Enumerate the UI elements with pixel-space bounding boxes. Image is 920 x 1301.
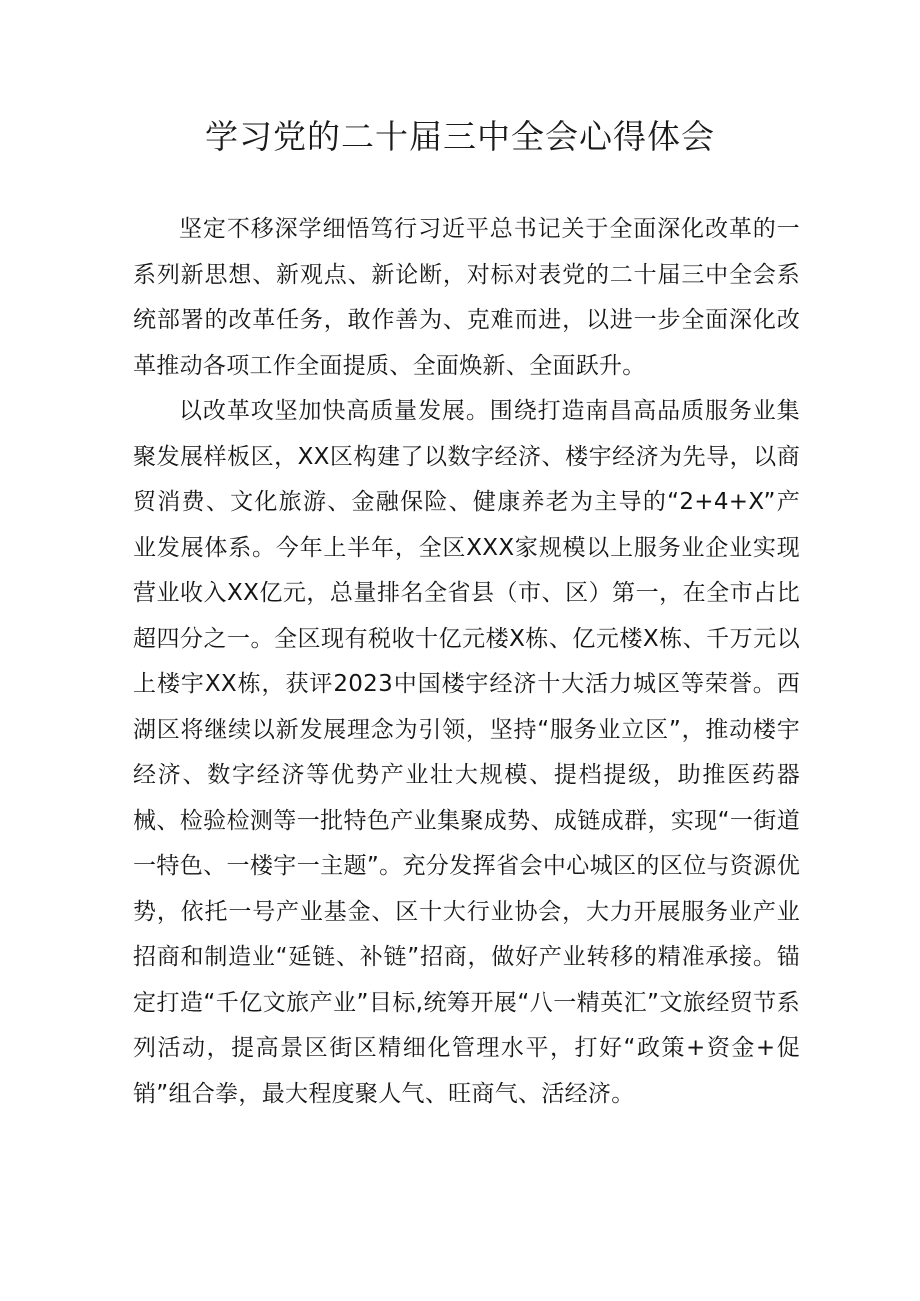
document-title: 学习党的二十届三中全会心得体会 (205, 117, 715, 156)
paragraph-intro: 坚定不移深学细悟笃行习近平总书记关于全面深化改革的一系列新思想、新观点、新论断，对标对表党的二十届三中全会系统部署的改革任务，敢作善为、克难而进，以进一步全面深化改革推动各项工作全面提质、全面焕新、全面跃升。 (133, 216, 800, 379)
document-body (133, 207, 800, 1117)
paragraph-reform-development: 以改革攻坚加快高质量发展。围绕打造南昌高品质服务业集聚发展样板区，XX区构建了以数字经济、楼宇经济为先导，以商贸消费、文化旅游、金融保险、健康养老为主导的“2+4+X”产业发展体系。今年上半年，全区XXX家规模以上服务业企业实现营业收入XX亿元，总量排名全省县（市、区）第一，在全市占比超四分之一。全区现有税收十亿元楼X栋、亿元楼X栋、千万元以上楼宇XX栋，获评2023中国楼宇经济十大活力城区等荣誉。西湖区将继续以新发展理念为引领，坚持“服务业立区”，推动楼宇经济、数字经济等优势产业壮大规模、提档提级，助推医药器械、检验检测等一批特色产业集聚成势、成链成群，实现“一街道一特色、一楼宇一主题”。充分发挥省会中心城区的区位与资源优势，依托一号产业基金、区十大行业协会，大力开展服务业产业招商和制造业“延链、补链”招商，做好产业转移的精准承接。锚定打造“千亿文旅产业”目标,统筹开展“八一精英汇”文旅经贸节系列活动，提高景区街区精细化管理水平，打好“政策+资金+促销”组合拳，最大程度聚人气、旺商气、活经济。 (133, 398, 800, 1107)
